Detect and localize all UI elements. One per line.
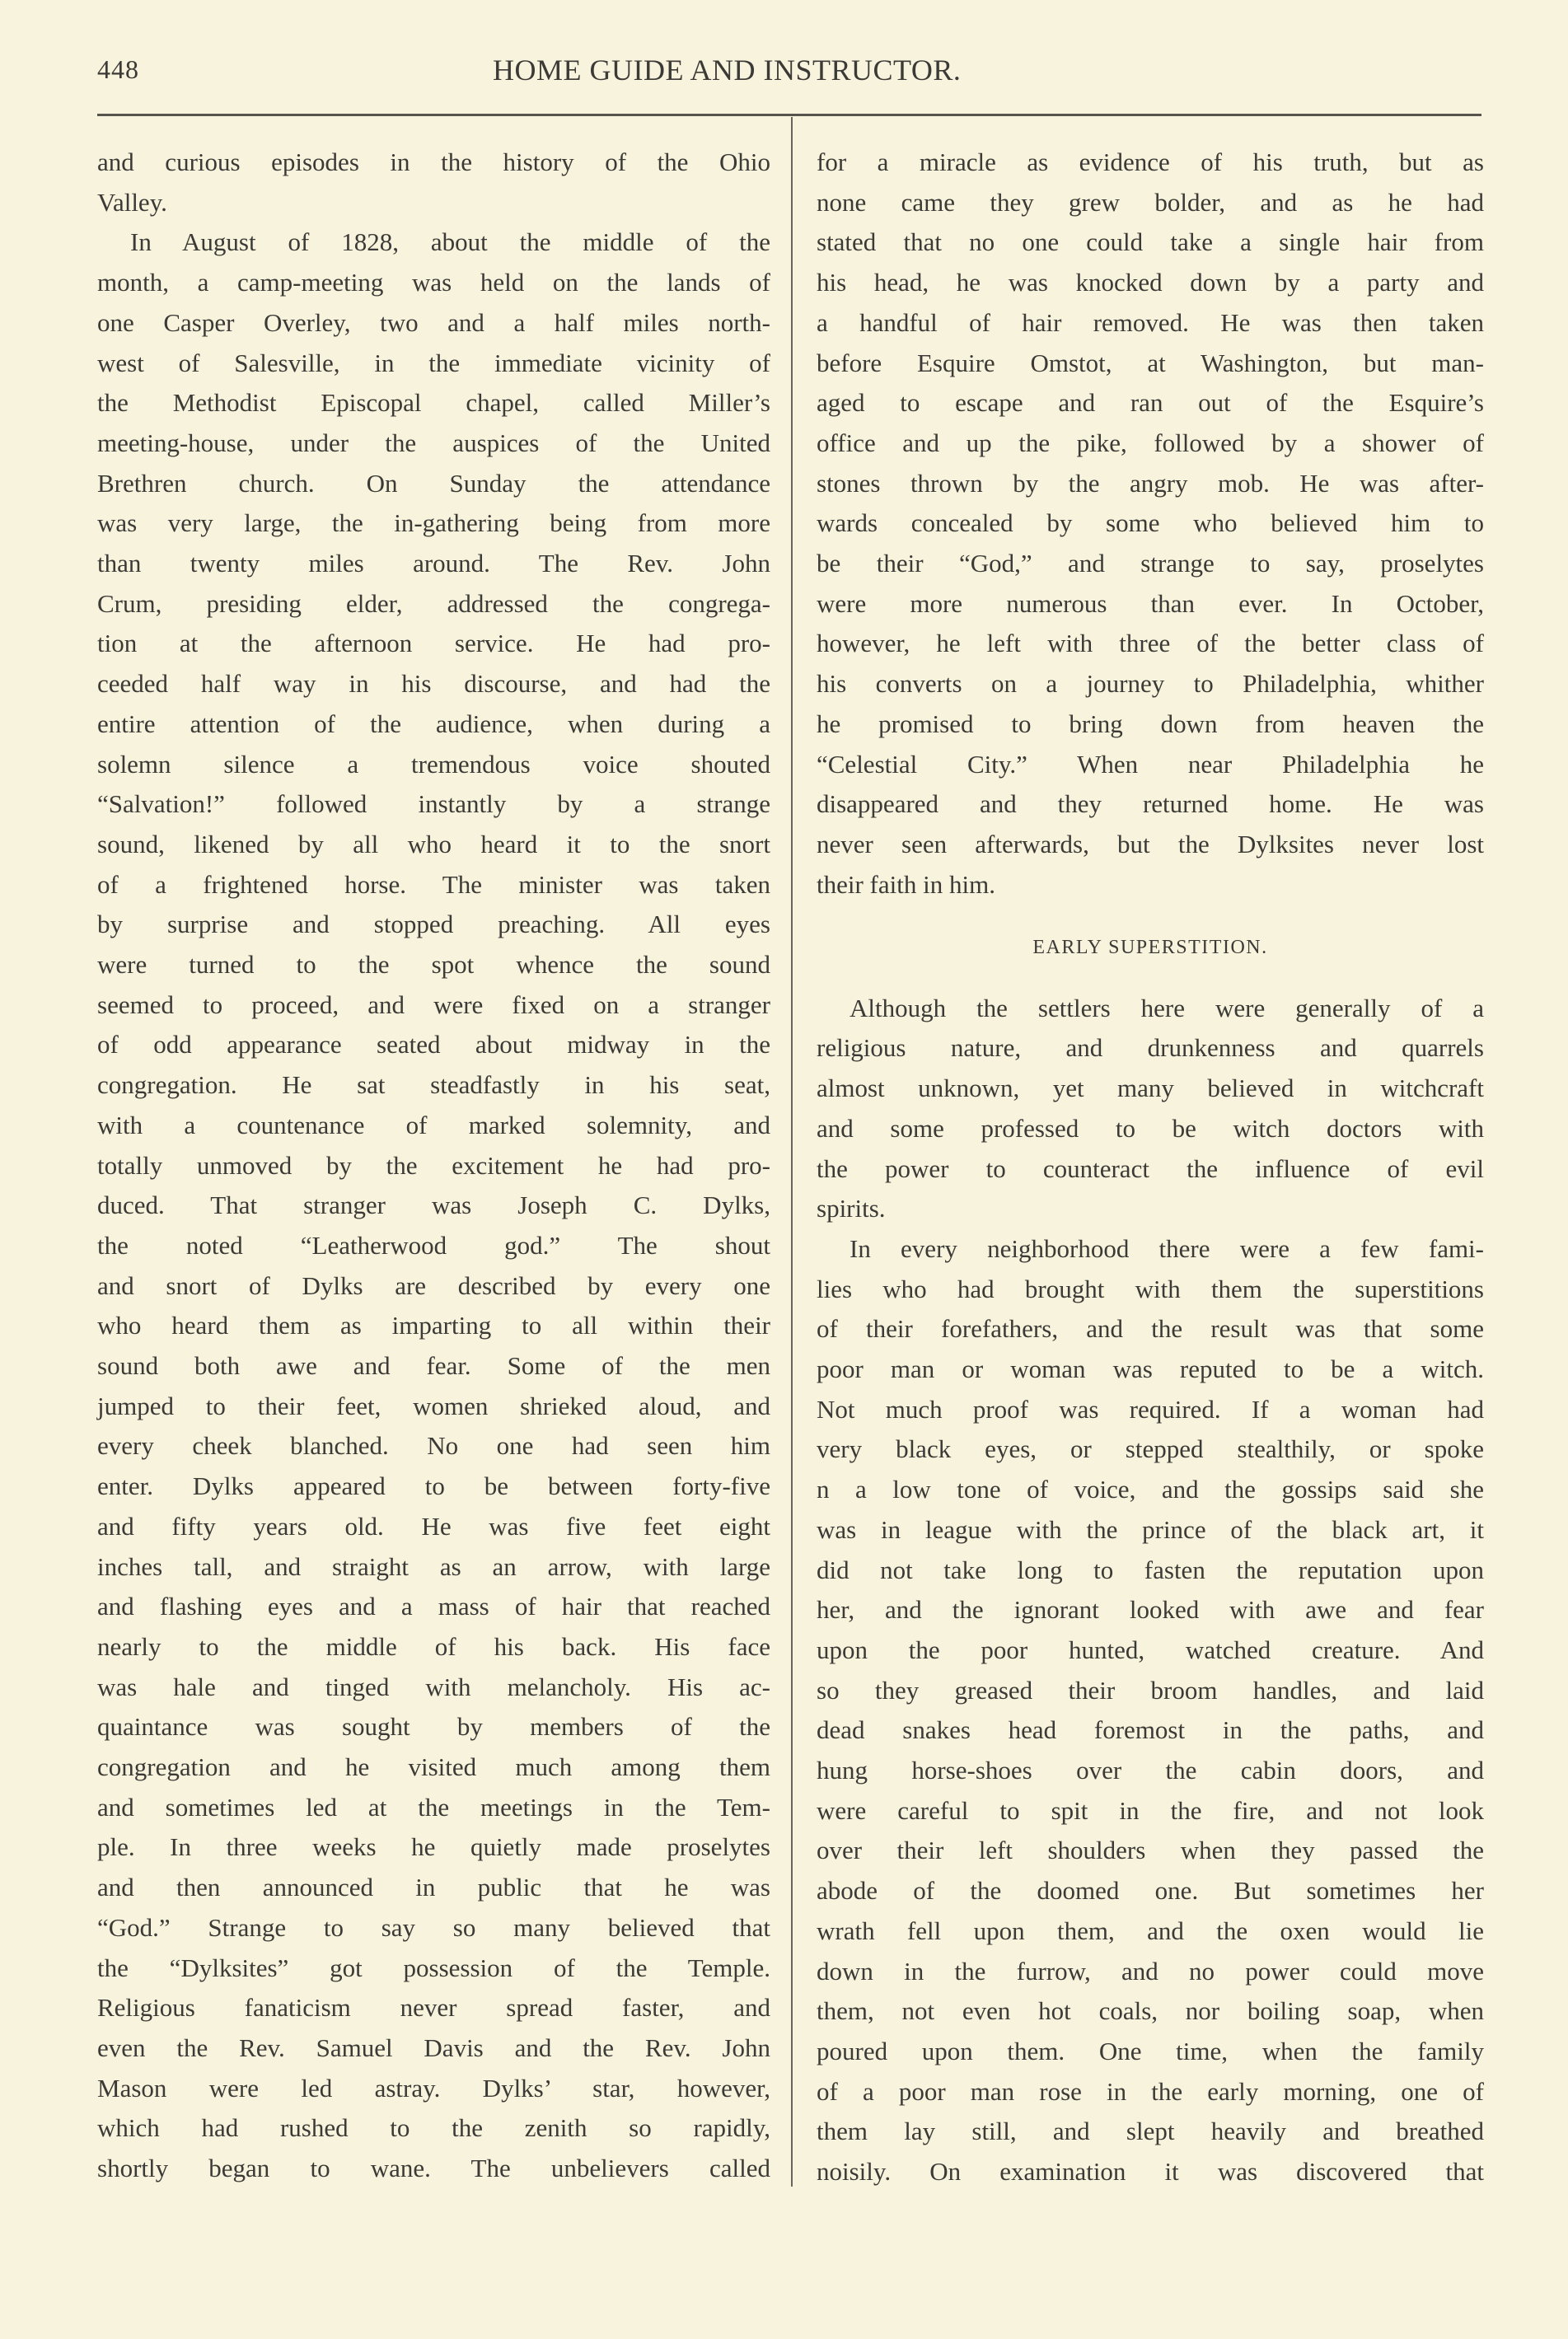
text-line: sound, likened by all who heard it to the snort (97, 829, 770, 858)
text-line: their faith in him. (817, 869, 995, 899)
text-line: shortly began to wane. The unbelievers called (97, 2154, 770, 2182)
text-line: and then announced in public that he was (97, 1873, 770, 1902)
text-line: poured upon them. One time, when the family (817, 2036, 1484, 2065)
text-line: Valley. (97, 187, 167, 217)
text-line: over their left shoulders when they passed the (817, 1836, 1484, 1865)
text-line: n a low tone of voice, and the gossips said she (817, 1475, 1484, 1504)
text-line: his head, he was knocked down by a party and (817, 268, 1484, 297)
text-line: jumped to their feet, women shrieked aloud, and (97, 1391, 770, 1420)
text-line: lies who had brought with them the superstitions (817, 1274, 1484, 1303)
text-line: of a poor man rose in the early morning, one of (817, 2076, 1484, 2106)
text-line: and sometimes led at the meetings in the Tem- (97, 1792, 770, 1822)
text-line: noisily. On examination it was discovered that (817, 2157, 1484, 2186)
text-line: were turned to the spot whence the sound (97, 950, 770, 979)
text-line: ceeded half way in his discourse, and had the (97, 669, 770, 699)
text-line: who heard them as imparting to all within their (97, 1311, 770, 1340)
text-line: and curious episodes in the history of the Ohio (97, 147, 770, 176)
text-line: so they greased their broom handles, and laid (817, 1675, 1484, 1705)
text-line: wards concealed by some who believed him to (817, 508, 1484, 538)
text-line: dead snakes head foremost in the paths, and (817, 1715, 1484, 1745)
text-line: ple. In three weeks he quietly made proselytes (97, 1832, 770, 1862)
text-line: stones thrown by the angry mob. He was after- (817, 468, 1484, 498)
text-line: poor man or woman was reputed to be a witch. (817, 1354, 1484, 1383)
text-line: aged to escape and ran out of the Esquire’s (817, 388, 1484, 418)
text-line: and flashing eyes and a mass of hair that reached (97, 1592, 770, 1621)
text-line: west of Salesville, in the immediate vicinity of (97, 348, 770, 377)
text-line: month, a camp-meeting was held on the lands of (97, 268, 770, 297)
text-line: wrath fell upon them, and the oxen would lie (817, 1916, 1484, 1945)
text-line: by surprise and stopped preaching. All eyes (97, 910, 770, 939)
text-line: with a countenance of marked solemnity, and (97, 1110, 770, 1139)
text-line: sound both awe and fear. Some of the men (97, 1351, 770, 1380)
text-line: Crum, presiding elder, addressed the congrega- (97, 588, 770, 618)
text-line: and some professed to be witch doctors with (817, 1113, 1484, 1143)
text-line: did not take long to fasten the reputation upon (817, 1555, 1484, 1584)
text-line: was hale and tinged with melancholy. His ac- (97, 1672, 770, 1701)
text-line: inches tall, and straight as an arrow, with large (97, 1551, 770, 1581)
text-line: were careful to spit in the fire, and not look (817, 1795, 1484, 1825)
text-line: than twenty miles around. The Rev. John (97, 549, 770, 578)
text-line: upon the poor hunted, watched creature. And (817, 1635, 1484, 1664)
text-line: of odd appearance seated about midway in the (97, 1030, 770, 1060)
text-line: them lay still, and slept heavily and breathed (817, 2117, 1484, 2146)
text-line: the “Dylksites” got possession of the Temple. (97, 1953, 770, 1982)
text-line: and snort of Dylks are described by every one (97, 1270, 770, 1300)
text-line: the Methodist Episcopal chapel, called Miller’s (97, 388, 770, 418)
text-line: religious nature, and drunkenness and quarrels (817, 1033, 1484, 1063)
text-line: the power to counteract the influence of evil (817, 1153, 1484, 1183)
text-line: the noted “Leatherwood god.” The shout (97, 1230, 770, 1260)
text-line: for a miracle as evidence of his truth, but as (817, 147, 1484, 176)
text-line: solemn silence a tremendous voice shouted (97, 749, 770, 779)
text-line: were more numerous than ever. In October, (817, 588, 1484, 618)
text-line: them, not even hot coals, nor boiling soap, when (817, 1996, 1484, 2026)
text-line: duced. That stranger was Joseph C. Dylks, (97, 1191, 770, 1220)
text-line: “Celestial City.” When near Philadelphia he (817, 749, 1484, 779)
text-line: down in the furrow, and no power could move (817, 1956, 1484, 1986)
text-line: totally unmoved by the excitement he had pro- (97, 1150, 770, 1180)
text-line: was in league with the prince of the black art, it (817, 1514, 1484, 1544)
text-line: of their forefathers, and the result was that some (817, 1314, 1484, 1344)
text-line: abode of the doomed one. But sometimes her (817, 1876, 1484, 1906)
text-line: none came they grew bolder, and as he had (817, 187, 1484, 217)
text-line: Religious fanaticism never spread faster, and (97, 1993, 770, 2023)
text-line: Mason were led astray. Dylks’ star, however, (97, 2073, 770, 2103)
text-line: “God.” Strange to say so many believed that (97, 1912, 770, 1942)
text-line: tion at the afternoon service. He had pro- (97, 629, 770, 658)
text-line: which had rushed to the zenith so rapidly, (97, 2113, 770, 2143)
column-divider (791, 117, 793, 2187)
running-head: HOME GUIDE AND INSTRUCTOR. (493, 54, 962, 87)
text-line: every cheek blanched. No one had seen him (97, 1431, 770, 1461)
text-line: Not much proof was required. If a woman had (817, 1394, 1484, 1424)
text-line: “Salvation!” followed instantly by a strange (97, 789, 770, 819)
text-line: In August of 1828, about the middle of the (130, 227, 770, 257)
text-line: however, he left with three of the better class of (817, 629, 1484, 658)
text-line: In every neighborhood there were a few fami- (850, 1233, 1484, 1263)
text-line: enter. Dylks appeared to be between forty-five (97, 1471, 770, 1501)
text-line: his converts on a journey to Philadelphia, whither (817, 669, 1484, 699)
text-line: a handful of hair removed. He was then taken (817, 307, 1484, 337)
text-line: her, and the ignorant looked with awe and fear (817, 1595, 1484, 1625)
text-line: he promised to bring down from heaven the (817, 709, 1484, 738)
text-line: hung horse-shoes over the cabin doors, and (817, 1756, 1484, 1785)
text-line: of a frightened horse. The minister was taken (97, 869, 770, 899)
text-line: congregation and he visited much among them (97, 1752, 770, 1781)
text-line: never seen afterwards, but the Dylksites never lost (817, 829, 1484, 858)
text-line: one Casper Overley, two and a half miles north- (97, 307, 770, 337)
text-line: entire attention of the audience, when during a (97, 709, 770, 738)
text-line: almost unknown, yet many believed in witchcraft (817, 1074, 1484, 1103)
text-line: be their “God,” and strange to say, proselytes (817, 549, 1484, 578)
page-number: 448 (97, 54, 139, 84)
text-line: Although the settlers here were generally of a (850, 993, 1484, 1022)
text-line: congregation. He sat steadfastly in his seat, (97, 1070, 770, 1100)
text-line: meeting-house, under the auspices of the United (97, 428, 770, 457)
text-line: before Esquire Omstot, at Washington, but man- (817, 348, 1484, 377)
section-heading: EARLY SUPERSTITION. (1032, 936, 1268, 958)
text-line: office and up the pike, followed by a shower of (817, 428, 1484, 457)
text-line: stated that no one could take a single hair from (817, 227, 1484, 257)
text-line: even the Rev. Samuel Davis and the Rev. John (97, 2033, 770, 2062)
text-line: nearly to the middle of his back. His face (97, 1631, 770, 1661)
text-line: and fifty years old. He was five feet eight (97, 1511, 770, 1541)
text-line: seemed to proceed, and were fixed on a stranger (97, 989, 770, 1019)
text-line: Brethren church. On Sunday the attendance (97, 468, 770, 498)
text-line: was very large, the in-gathering being from more (97, 508, 770, 538)
text-line: disappeared and they returned home. He was (817, 789, 1484, 819)
text-line: quaintance was sought by members of the (97, 1712, 770, 1742)
text-line: spirits. (817, 1194, 886, 1223)
text-line: very black eyes, or stepped stealthily, or spoke (817, 1434, 1484, 1464)
header-rule (97, 114, 1481, 116)
